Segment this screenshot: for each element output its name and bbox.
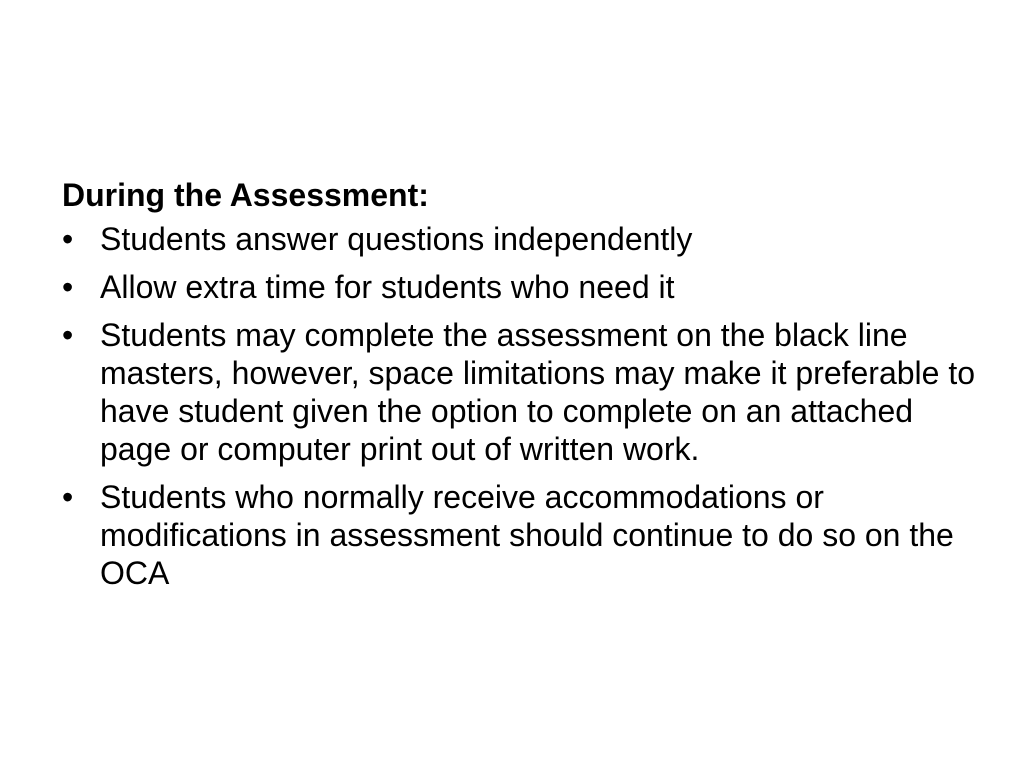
bullet-text: Students who normally receive accommodations or modifications in assessment should continue to do so on the OCA (100, 479, 954, 591)
bullet-text: Allow extra time for students who need it (100, 269, 675, 305)
list-item (62, 478, 982, 592)
bullet-icon: • (62, 317, 74, 353)
slide-content (62, 176, 982, 602)
bullet-text: Students may complete the assessment on the black line masters, however, space limitations may make it preferable to have student given the option to complete on an attached page or computer print out of written work. (100, 317, 976, 467)
bullet-icon: • (62, 269, 74, 305)
bullet-icon: • (62, 479, 74, 515)
bullet-list (62, 220, 982, 592)
list-item (62, 316, 982, 468)
section-heading: During the Assessment: (62, 177, 429, 213)
bullet-icon: • (62, 221, 74, 257)
list-item (62, 220, 982, 258)
list-item (62, 268, 982, 306)
bullet-text: Students answer questions independently (100, 221, 693, 257)
